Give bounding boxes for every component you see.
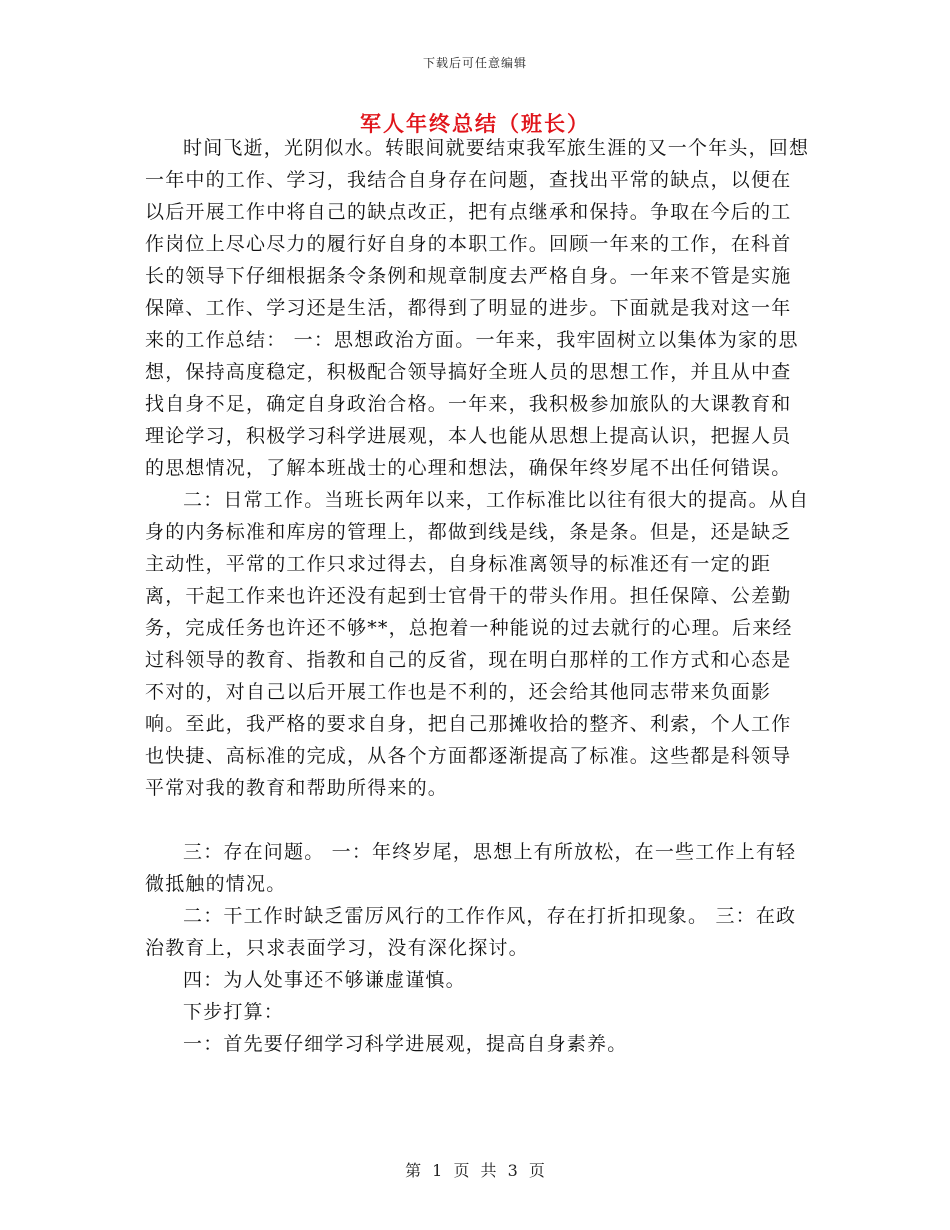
paragraph-next-steps-heading: 下步打算： — [183, 1001, 285, 1023]
paragraph-problems-4: 四：为人处事还不够谦虚谨慎。 — [183, 969, 466, 991]
paragraph-next-steps-1: 一：首先要仔细学习科学进展观，提高自身素养。 — [183, 1033, 628, 1055]
document-body — [145, 132, 810, 1060]
paragraph-intro: 时间飞逝，光阴似水。转眼间就要结束我军旅生涯的又一个年头，回想一年中的工作、学习，我结合自身存在问题，查找出平常的缺点，以便在以后开展工作中将自己的缺点改正，把有点继承和保持。争取在今后的工作岗位上尽心尽力的履行好自身的本职工作。回顾一年来的工作，在科首长的领导下仔细根据条令条例和规章制度去严格自身。一年来不管是实施保障、工作、学习还是生活，都得到了明显的进步。下面就是我对这一年来的工作总结： 一：思想政治方面。一年来，我牢固树立以集体为家的思想，保持高度稳定，积极配合领导搞好全班人员的思想工作，并且从中查找自身不足，确定自身政治合格。一年来，我积极参加旅队的大课教育和理论学习，积极学习科学进展观，本人也能从思想上提高认识，把握人员的思想情况，了解本班战士的心理和想法，确保年终岁尾不出任何错误。 — [145, 137, 810, 479]
page-header: 下载后可任意编辑 — [422, 56, 527, 70]
document-title: 军人年终总结（班长） — [360, 111, 590, 136]
page-footer: 第 1 页 共 3 页 — [405, 1161, 545, 1180]
paragraph-daily-work: 二：日常工作。当班长两年以来，工作标准比以往有很大的提高。从自身的内务标准和库房的管理上，都做到线是线，条是条。但是，还是缺乏主动性，平常的工作只求过得去，自身标准离领导的标准还有一定的距离，干起工作来也许还没有起到士官骨干的带头作用。担任保障、公差勤务，完成任务也许还不够**，总抱着一种能说的过去就行的心理。后来经过科领导的教育、指教和自己的反省，现在明白那样的工作方式和心态是不对的，对自己以后开展工作也是不利的，还会给其他同志带来负面影响。至此，我严格的要求自身，把自己那摊收拾的整齐、利索，个人工作也快捷、高标准的完成，从各个方面都逐渐提高了标准。这些都是科领导平常对我的教育和帮助所得来的。 — [145, 489, 810, 799]
paragraph-problems: 三：存在问题。 一：年终岁尾，思想上有所放松，在一些工作上有轻微抵触的情况。 — [145, 841, 797, 895]
paragraph-problems-2-3: 二：干工作时缺乏雷厉风行的工作作风，存在打折扣现象。 三：在政治教育上，只求表面学习，没有深化探讨。 — [145, 905, 797, 959]
